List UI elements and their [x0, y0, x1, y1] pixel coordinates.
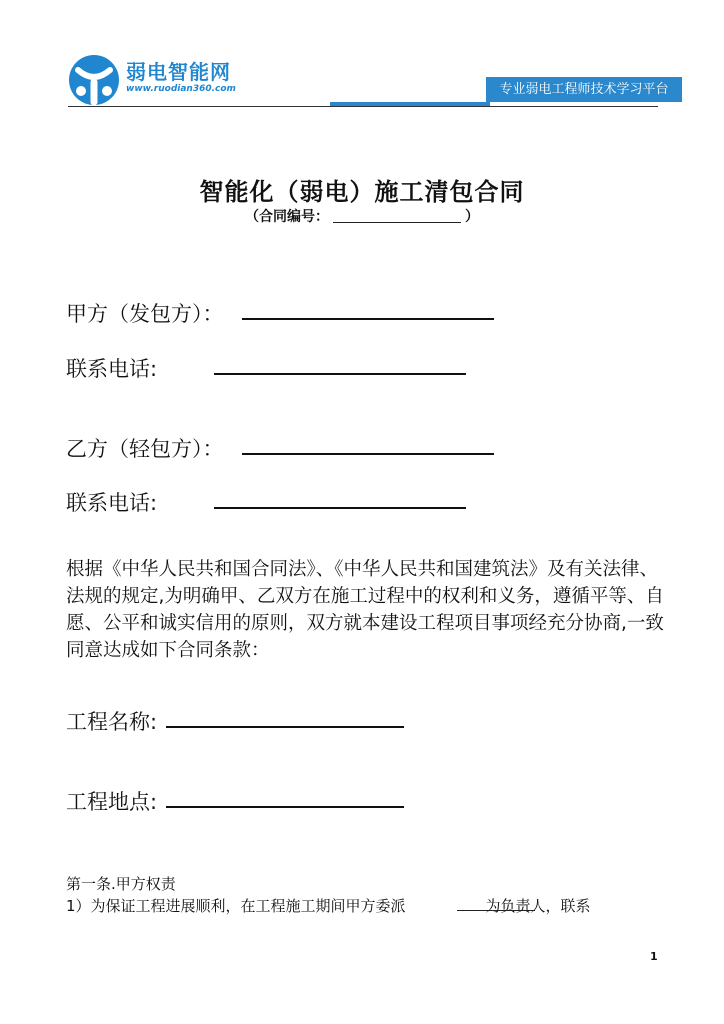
document-title: 智能化（弱电）施工清包合同: [199, 178, 525, 206]
site-name: 弱电智能网: [126, 60, 231, 84]
project-location-blank: [166, 806, 404, 808]
party-a-phone-label: 联系电话:: [66, 357, 158, 381]
header-divider: [68, 106, 658, 107]
responsible-person-blank: [457, 910, 535, 911]
project-location-label: 工程地点:: [66, 790, 158, 814]
site-url: www.ruodian360.com: [126, 84, 236, 94]
party-b-phone-label: 联系电话:: [66, 491, 158, 515]
logo-mark-icon: [68, 54, 120, 106]
party-b-label: 乙方（轻包方）：: [66, 437, 224, 461]
article-item-1-prefix: 1）为保证工程进展顺利，在工程施工期间甲方委派: [66, 897, 406, 915]
contract-number-suffix: ）: [465, 209, 479, 225]
article-heading: 第一条.甲方权责: [66, 875, 176, 893]
header-slogan: 专业弱电工程师技术学习平台: [486, 77, 682, 102]
article-item-1: [66, 895, 591, 916]
intro-paragraph: 根据《中华人民共和国合同法》、《中华人民共和国建筑法》及有关法律、法规的规定,为明确甲、乙双方在施工过程中的权利和义务，遵循平等、自愿、公平和诚实信用的原则，双方就本建设工程项目事项经充分协商,一致同意达成如下合同条款：: [66, 559, 664, 661]
party-a-phone-blank: [214, 373, 466, 375]
page-number: 1: [650, 950, 658, 963]
party-b-phone-blank: [214, 507, 466, 509]
party-a-blank: [242, 318, 494, 320]
party-a-label: 甲方（发包方）：: [66, 302, 224, 326]
project-name-label: 工程名称:: [66, 710, 158, 734]
project-name-blank: [166, 726, 404, 728]
contract-number-prefix: （合同编号：: [245, 209, 329, 225]
party-b-blank: [242, 453, 494, 455]
article-item-1-suffix: 为负责人，联系: [485, 897, 591, 915]
contract-number: [0, 206, 724, 226]
contract-number-blank: [333, 208, 461, 223]
